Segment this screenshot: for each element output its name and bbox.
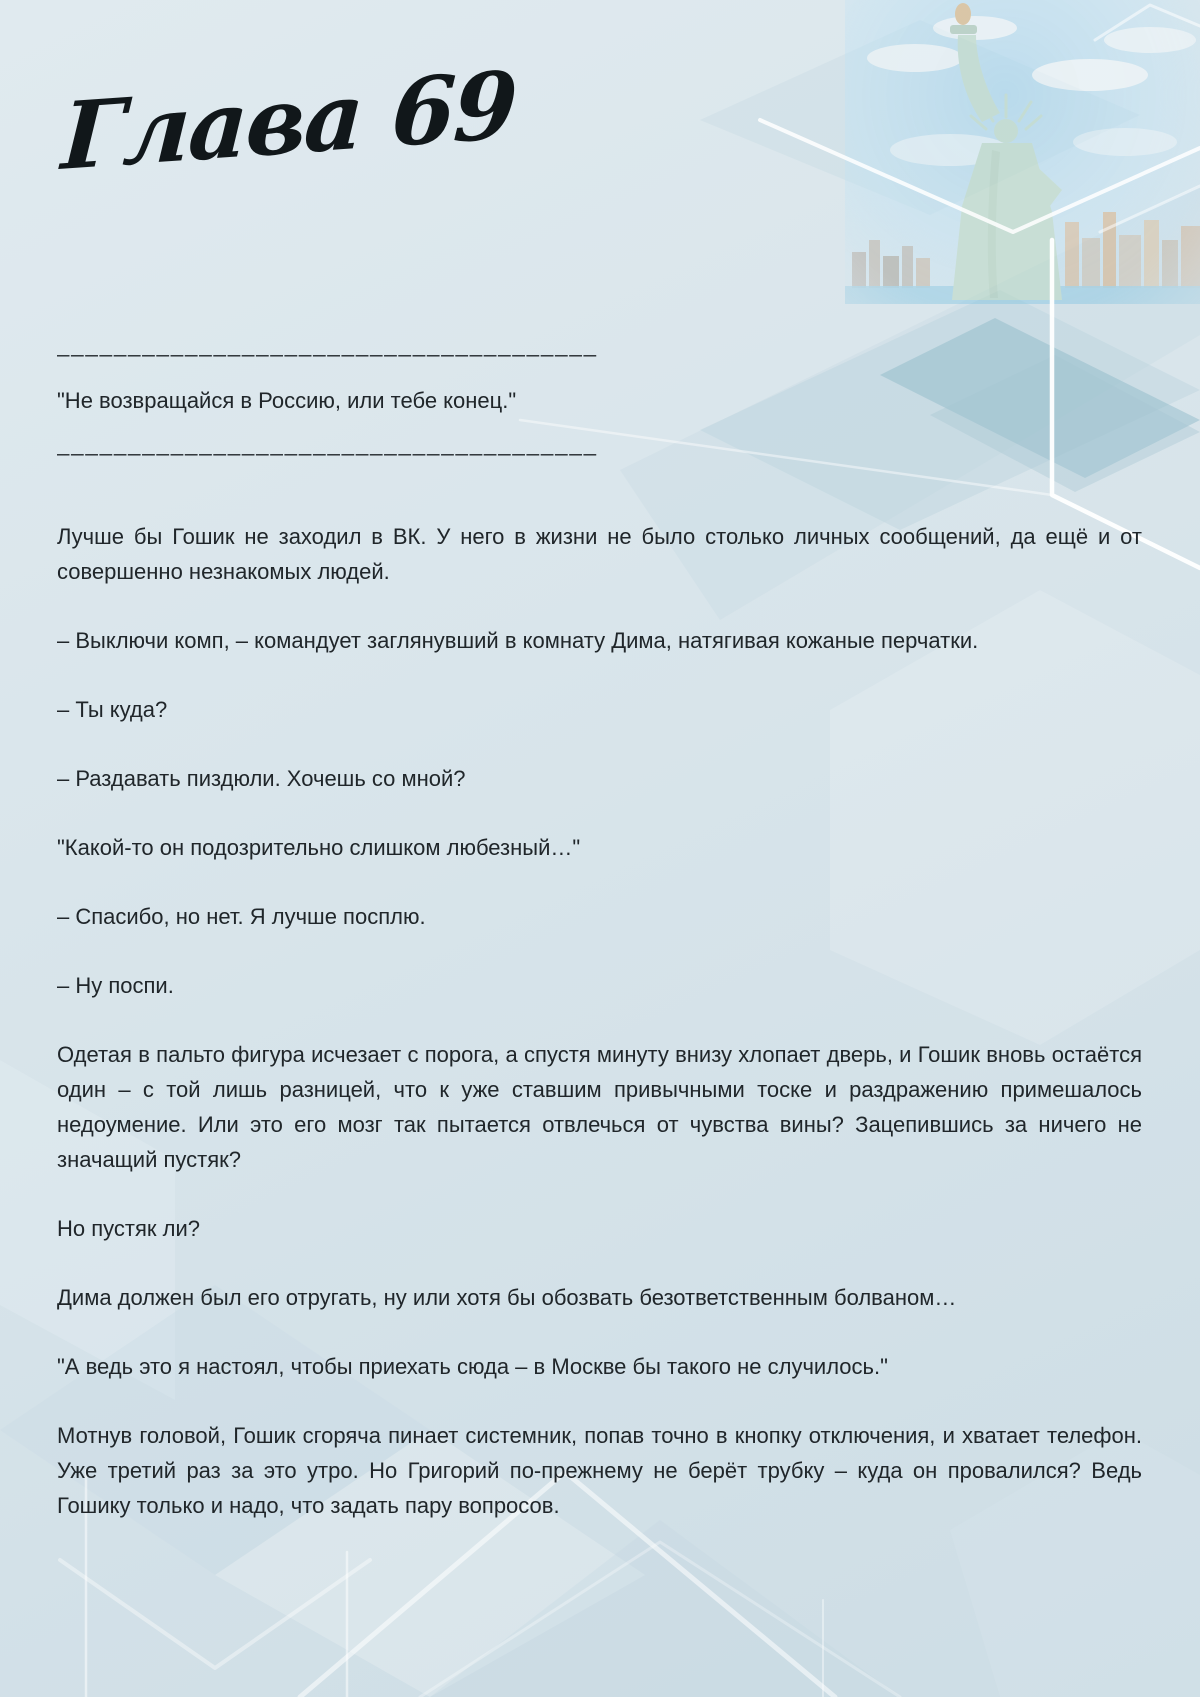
- chapter-content: [57, 0, 1142, 1557]
- story-paragraph: Лучше бы Гошик не заходил в ВК. У него в жизни не было столько личных сообщений, да ещё и от совершенно незнакомых людей.: [57, 524, 1142, 584]
- story-paragraph: – Ну поспи.: [57, 973, 174, 998]
- divider-line-top: ______________________________________: [57, 332, 598, 357]
- story-paragraph: Но пустяк ли?: [57, 1216, 200, 1241]
- story-paragraph: Дима должен был его отругать, ну или хотя бы обозвать безответственным болваном…: [57, 1285, 957, 1310]
- story-paragraph: Одетая в пальто фигура исчезает с порога, а спустя минуту внизу хлопает дверь, и Гошик вновь остаётся один – с той лишь разницей, что к уже ставшим привычными тоске и раздражению примешалось недоумение. Или это его мозг так пытается отвлечься от чувства вины? Зацепившись за ничего не значащий пустяк?: [57, 1042, 1142, 1172]
- story-paragraph: "Какой-то он подозрительно слишком любезный…": [57, 835, 581, 860]
- story-paragraph: "А ведь это я настоял, чтобы приехать сюда – в Москве бы такого не случилось.": [57, 1354, 888, 1379]
- story-paragraph: – Раздавать пиздюли. Хочешь со мной?: [57, 766, 466, 791]
- chapter-title: Глава 69: [59, 50, 519, 191]
- divider-line-bottom: ______________________________________: [57, 431, 598, 456]
- story-paragraph: Мотнув головой, Гошик сгоряча пинает системник, попав точно в кнопку отключения, и хватает телефон. Уже третий раз за это утро. Но Григорий по-прежнему не берёт трубку – куда он провалился? Ведь Гошику только и надо, что задать пару вопросов.: [57, 1423, 1142, 1518]
- story-paragraph: – Выключи комп, – командует заглянувший в комнату Дима, натягивая кожаные перчатки.: [57, 628, 979, 653]
- epigraph-quote: "Не возвращайся в Россию, или тебе конец.": [57, 388, 517, 413]
- story-paragraph: – Ты куда?: [57, 697, 168, 722]
- story-paragraph: – Спасибо, но нет. Я лучше посплю.: [57, 904, 426, 929]
- chapter-body: [57, 519, 1142, 1523]
